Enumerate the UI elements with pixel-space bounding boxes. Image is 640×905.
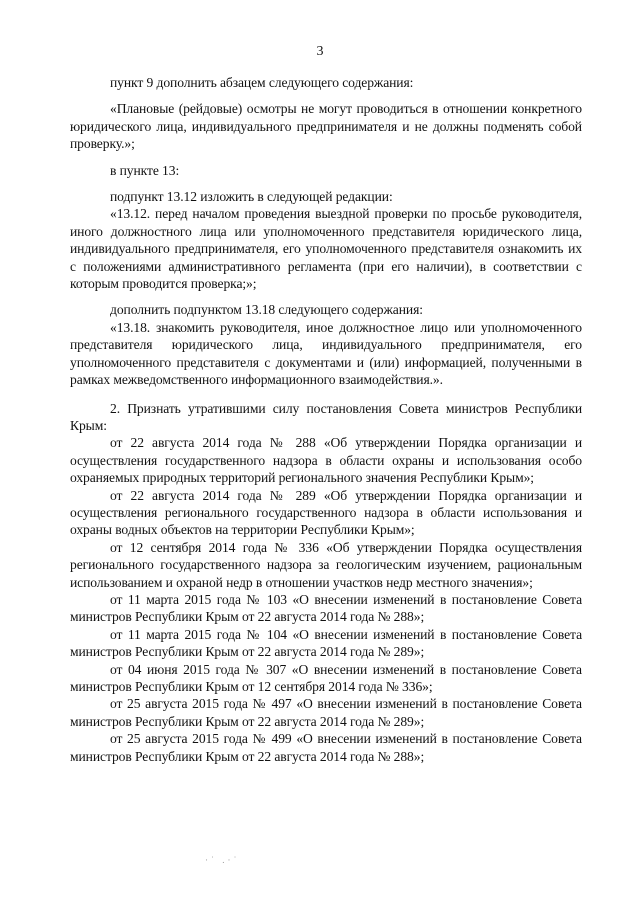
paragraph-decree-336: от 12 сентября 2014 года № 336 «Об утверждении Порядка осуществления регионального государственного надзора за геологическим изучением, рациональным использованием и охраной недр в отношении участков недр местного значения»; xyxy=(70,539,582,590)
paragraph-decree-497: от 25 августа 2015 года № 497 «О внесении изменений в постановление Совета министров Республики Крым от 22 августа 2014 года № 289»; xyxy=(70,696,582,729)
paragraph-decree-104: от 11 марта 2015 года № 104 «О внесении изменений в постановление Совета министров Республики Крым от 22 августа 2014 года № 289»; xyxy=(70,626,582,660)
paragraph-decree-289: от 22 августа 2014 года № 289 «Об утверждении Порядка организации и осуществления регионального государственного надзора в области использования и охраны водных объектов на территории Республики Крым»; xyxy=(70,487,582,538)
scan-artifact: ·˙ .·˙ xyxy=(205,855,240,865)
paragraph-subitem-13-18-intro: дополнить подпунктом 13.18 следующего содержания: xyxy=(110,302,423,318)
paragraph-decree-307: от 04 июня 2015 года № 307 «О внесении изменений в постановление Совета министров Республики Крым от 12 сентября 2014 года № 336»; xyxy=(70,661,582,694)
paragraph-subitem-13-12-text: «13.12. перед началом проведения выездной проверки по просьбе руководителя, иного должностного лица или уполномоченного представителя юридического лица, индивидуального предпринимателя, его уполномоченного представителя ознакомить их с положениями административного регламента (при его наличии), в соответствии с которым проводится проверка;»; xyxy=(70,206,582,292)
page-number: 3 xyxy=(316,44,324,59)
document-body xyxy=(70,74,582,765)
paragraph-decree-103: от 11 марта 2015 года № 103 «О внесении изменений в постановление Совета министров Республики Крым от 22 августа 2014 года № 288»; xyxy=(70,591,582,625)
paragraph-item-9-intro: пункт 9 дополнить абзацем следующего содержания: xyxy=(110,75,414,90)
paragraph-subitem-13-18-text: «13.18. знакомить руководителя, иное должностное лицо или уполномоченного представителя юридического лица, индивидуального предпринимателя, его уполномоченного представителя с документами и (или) информацией, полученными в рамках межведомственного информационного взаимодействия.». xyxy=(70,319,582,388)
paragraph-decree-288: от 22 августа 2014 года № 288 «Об утверждении Порядка организации и осуществления государственного надзора в области охраны и использования особо охраняемых природных территорий регионального значения Республики Крым»; xyxy=(70,435,582,486)
paragraph-decree-499: от 25 августа 2015 года № 499 «О внесении изменений в постановление Совета министров Республики Крым от 22 августа 2014 года № 288»; xyxy=(70,731,582,764)
paragraph-raid-inspections: «Плановые (рейдовые) осмотры не могут проводиться в отношении конкретного юридического лица, индивидуального предпринимателя и не должны подменять собой проверку.»; xyxy=(70,101,582,152)
paragraph-item-13-intro: в пункте 13: xyxy=(110,162,180,178)
paragraph-subitem-13-12-intro: подпункт 13.12 изложить в следующей редакции: xyxy=(110,189,393,205)
paragraph-section-2: 2. Признать утратившими силу постановления Совета министров Республики Крым: xyxy=(70,400,582,433)
